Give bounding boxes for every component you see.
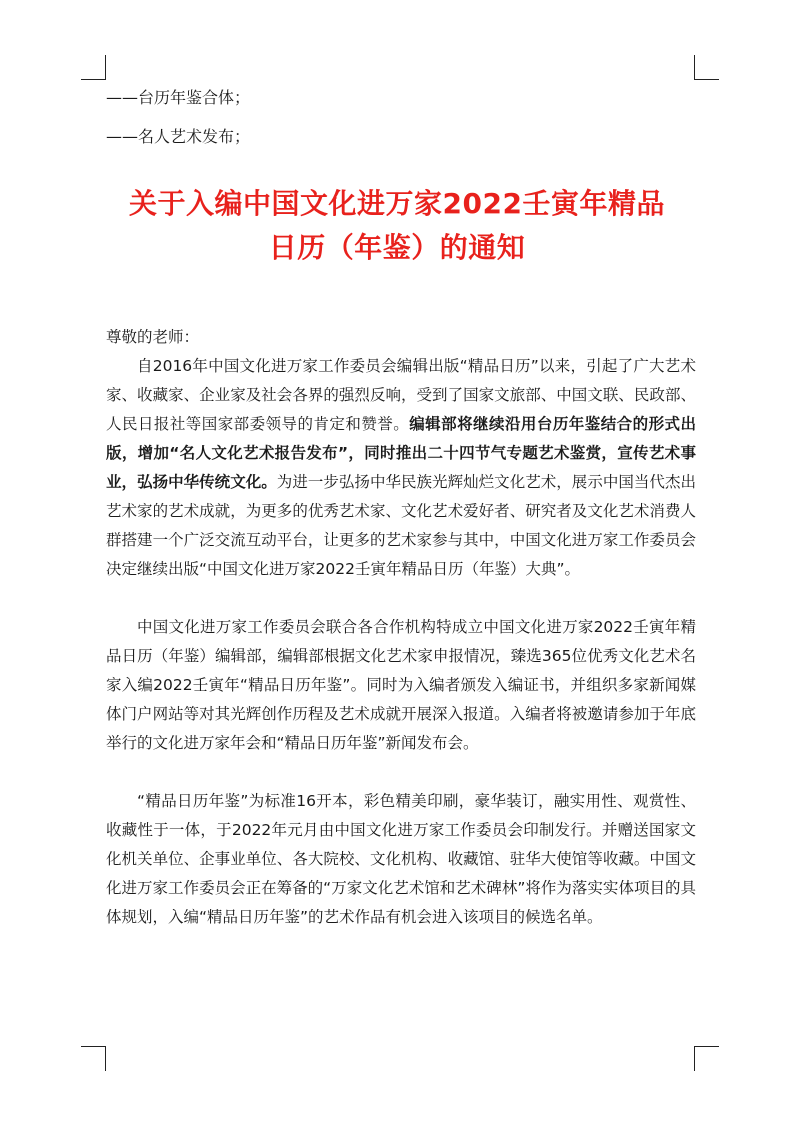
crop-mark-bottom-right (694, 1046, 719, 1071)
salutation: 尊敬的老师： (106, 328, 200, 346)
paragraph-intro-rest: 为进一步弘扬中华民族光辉灿烂文化艺术，展示中国当代杰出艺术家的艺术成就，为更多的优秀艺术家、文化艺术爱好者、研究者及文化艺术消费人群搭建一个广泛交流互动平台，让更多的艺术家参与其中，中国文化进万家工作委员会决定继续出版“中国文化进万家2022壬寅年精品日历（年鉴）大典”。 (106, 473, 696, 578)
crop-mark-top-right (694, 55, 719, 80)
paragraph-editorial: 中国文化进万家工作委员会联合各合作机构特成立中国文化进万家2022壬寅年精品日历（年鉴）编辑部，编辑部根据文化艺术家申报情况，臻选365位优秀文化艺术名家入编2022壬寅年“精品日历年鉴”。同时为入编者颁发入编证书，并组织多家新闻媒体门户网站等对其光辉创作历程及艺术成就开展深入报道。入编者将被邀请参加于年底举行的文化进万家年会和“精品日历年鉴”新闻发布会。 (106, 618, 696, 752)
notice-body (106, 323, 696, 932)
paragraph-yearbook-details: “精品日历年鉴”为标准16开本，彩色精美印刷，豪华装订，融实用性、观赏性、收藏性于一体，于2022年元月由中国文化进万家工作委员会印制发行。并赠送国家文化机关单位、企事业单位、各大院校、文化机构、收藏馆、驻华大使馆等收藏。中国文化进万家工作委员会正在筹备的“万家文化艺术馆和艺术碑林”将作为落实实体项目的具体规划，入编“精品日历年鉴”的艺术作品有机会进入该项目的候选名单。 (106, 792, 696, 926)
notice-title-line2: 日历（年鉴）的通知 (268, 231, 526, 264)
notice-title (100, 182, 694, 270)
paragraph-intro-bold: 编辑部将继续沿用台历年鉴结合的形式出版，增加“名人文化艺术报告发布”，同时推出二十四节气专题艺术鉴赏，宣传艺术事业，弘扬中华传统文化。 (106, 415, 696, 491)
paragraph-intro-text: 自2016年中国文化进万家工作委员会编辑出版“精品日历”以来，引起了广大艺术家、收藏家、企业家及社会各界的强烈反响，受到了国家文旅部、中国文联、民政部、人民日报社等国家部委领导的肯定和赞誉。 (106, 357, 696, 433)
header-line-celebrity-art: ——名人艺术发布； (106, 127, 251, 146)
crop-mark-top-left (81, 55, 106, 80)
header-line-calendar-yearbook: ——台历年鉴合体； (106, 88, 251, 107)
crop-mark-bottom-left (81, 1046, 106, 1071)
paragraph-intro (106, 352, 696, 584)
notice-title-line1: 关于入编中国文化进万家2022壬寅年精品 (129, 187, 665, 220)
